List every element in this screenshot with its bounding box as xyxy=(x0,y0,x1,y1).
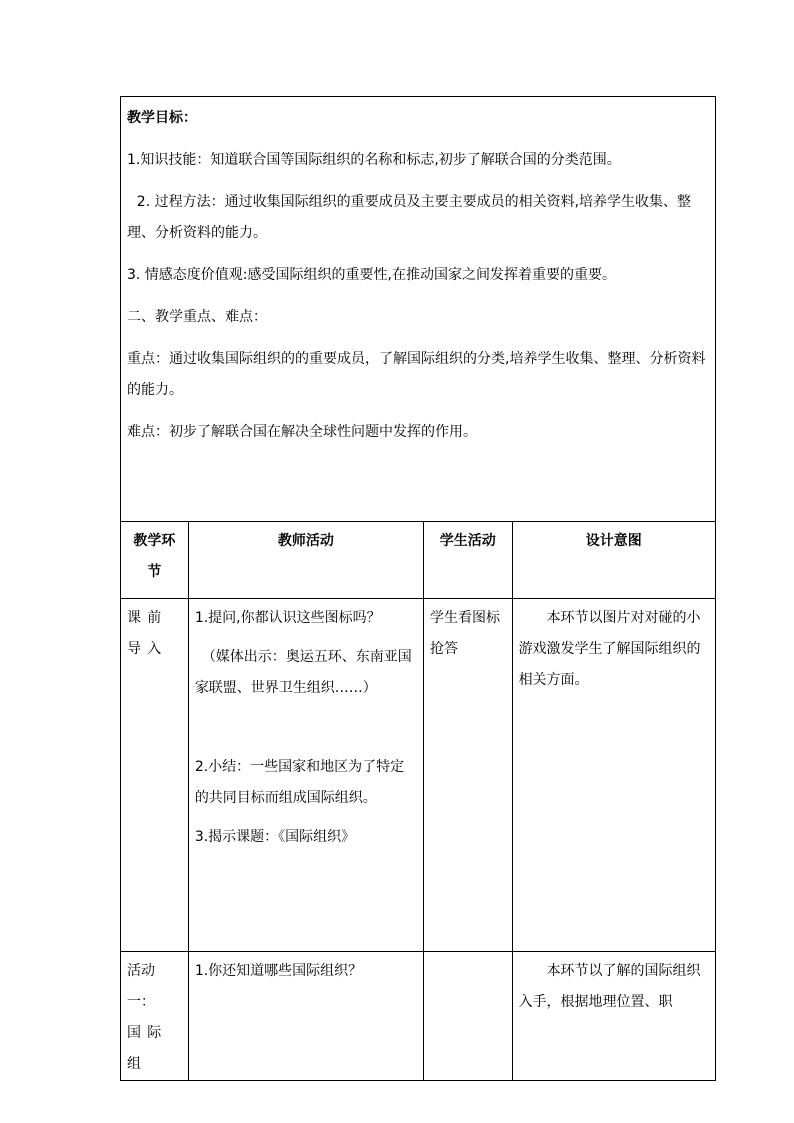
table-row xyxy=(121,599,716,952)
teacher-step: （媒体出示：奥运五环、东南亚国家联盟、世界卫生组织……） xyxy=(194,649,412,696)
stage-label: 课前导入 xyxy=(127,610,168,657)
objective-knowledge: 1.知识技能：知道联合国等国际组织的名称和标志,初步了解联合国的分类范围。 xyxy=(127,152,621,168)
teacher-step: 3.揭示课题：《国际组织》 xyxy=(194,829,356,845)
objective-attitude: 3. 情感态度价值观:感受国际组织的重要性,在推动国家之间发挥着重要的重要。 xyxy=(127,267,616,283)
objectives-row xyxy=(121,97,716,522)
objectives-title: 教学目标： xyxy=(127,110,197,126)
header-teacher: 教师活动 xyxy=(188,522,423,599)
stage-cell xyxy=(121,952,189,1081)
intent-cell: 本环节以了解的国际组织入手，根据地理位置、职 xyxy=(512,952,715,1081)
objective-process: 2. 过程方法：通过收集国际组织的重要成员及主要主要成员的相关资料,培养学生收集、整理、分析资料的能力。 xyxy=(127,194,692,241)
stage-label: 国际组 xyxy=(127,1025,168,1072)
header-intent: 设计意图 xyxy=(512,522,715,599)
lesson-plan-table xyxy=(120,96,716,1081)
header-student: 学生活动 xyxy=(423,522,512,599)
stage-cell xyxy=(121,599,189,952)
student-cell: 学生看图标抢答 xyxy=(423,599,512,952)
difficulty-point: 难点：初步了解联合国在解决全球性问题中发挥的作用。 xyxy=(127,424,477,440)
teacher-cell xyxy=(188,952,423,1081)
teacher-cell xyxy=(188,599,423,952)
key-point: 重点：通过收集国际组织的的重要成员，了解国际组织的分类,培养学生收集、整理、分析资料的能力。 xyxy=(127,351,706,398)
teacher-step: 1.提问,你都认识这些图标吗？ xyxy=(194,610,381,626)
intent-cell: 本环节以图片对对碰的小游戏激发学生了解国际组织的相关方面。 xyxy=(512,599,715,952)
key-points-title: 二、教学重点、难点： xyxy=(127,309,267,325)
stage-label: 活动一： xyxy=(127,963,155,1010)
student-cell xyxy=(423,952,512,1081)
teacher-step: 1.你还知道哪些国际组织？ xyxy=(194,963,363,979)
lesson-plan-page xyxy=(120,96,716,1081)
objectives-cell xyxy=(121,97,716,522)
table-row xyxy=(121,952,716,1081)
header-stage: 教学环节 xyxy=(121,522,189,599)
teacher-step: 2.小结：一些国家和地区为了特定的共同目标而组成国际组织。 xyxy=(194,759,405,806)
table-header-row xyxy=(121,522,716,599)
